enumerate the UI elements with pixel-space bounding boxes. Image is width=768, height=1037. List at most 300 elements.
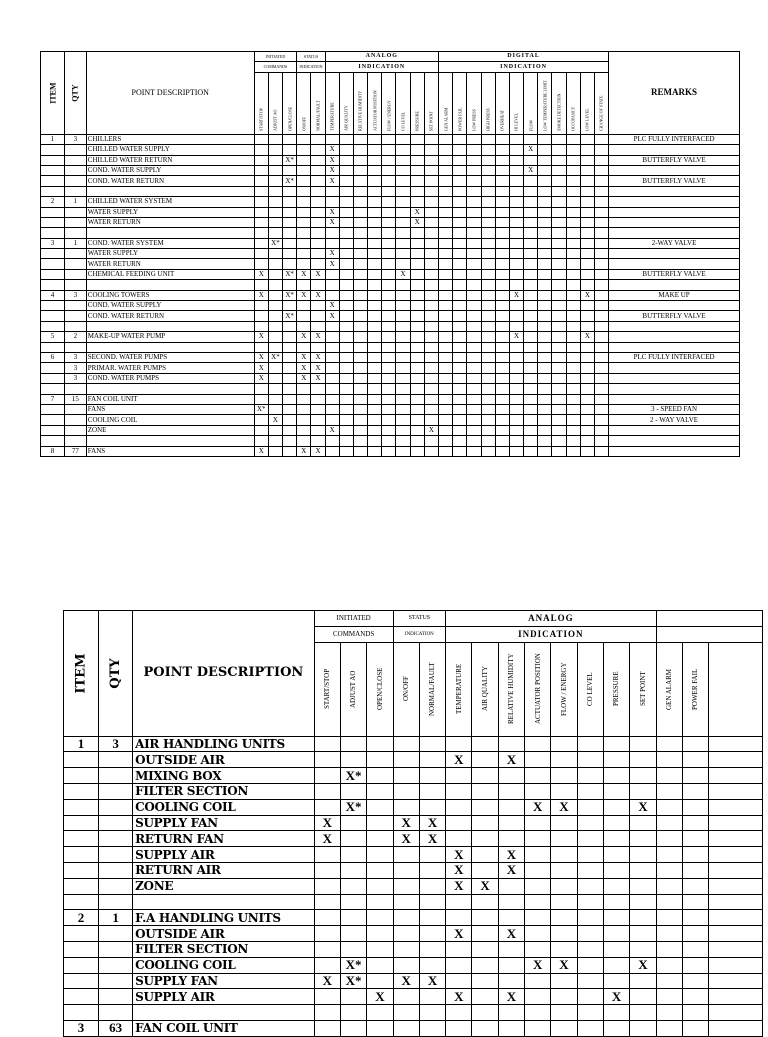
remarks-cell [709,831,763,847]
mark-cell [340,878,366,894]
mark-cell: X [311,290,325,300]
mark-cell [367,815,393,831]
mark-cell [419,926,445,942]
mark-cell [525,878,551,894]
mark-cell: X [472,878,498,894]
mark-cell [682,1020,708,1036]
mark-cell [446,831,472,847]
mark-cell [419,910,445,926]
remarks-cell [709,941,763,957]
table-row [64,736,763,752]
status-indication-header: INDICATION [297,62,325,72]
remarks-cell [709,799,763,815]
mark-cell [393,847,419,863]
mark-cell [682,894,708,910]
remarks-cell: 2 - WAY VALVE [609,415,740,425]
qty-cell: 77 [64,446,86,456]
mark-cell [393,1005,419,1021]
mark-cell [340,847,366,863]
mark-cell: X* [254,404,268,414]
mark-cell [656,910,682,926]
qty-cell [99,973,133,989]
mark-cell [603,973,629,989]
mark-cell [367,910,393,926]
mark-cell [446,736,472,752]
mark-cell [367,878,393,894]
mark-cell: X [254,290,268,300]
qty-cell: 3 [64,373,86,383]
qty-cell [99,768,133,784]
mark-cell: X [297,290,311,300]
mark-cell: X [396,269,410,279]
mark-cell: X [509,290,523,300]
mark-cell [603,862,629,878]
mark-cell: X [551,799,577,815]
mark-cell [314,926,340,942]
mark-cell [393,862,419,878]
column-header-gen-alarm: GEN ALARM [439,72,453,134]
mark-cell [630,736,656,752]
mark-cell: X [446,847,472,863]
mark-cell: X [297,269,311,279]
mark-cell [656,957,682,973]
description-cell: SUPPLY AIR [133,989,315,1005]
qty-cell: 1 [99,910,133,926]
remarks-cell [709,926,763,942]
description-cell: CHEMICAL FEEDING UNIT [86,269,254,279]
mark-cell [314,862,340,878]
mark-cell [551,941,577,957]
description-cell: WATER RETURN [86,259,254,269]
description-cell: CHILLED WATER RETURN [86,155,254,165]
description-cell: COOLING TOWERS [86,290,254,300]
mark-cell [577,752,603,768]
mark-cell [630,768,656,784]
mark-cell: X [419,831,445,847]
mark-cell [393,926,419,942]
mark-cell [656,989,682,1005]
mark-cell: X [297,352,311,362]
mark-cell [498,957,524,973]
mark-cell: X [254,352,268,362]
mark-cell [630,1020,656,1036]
mark-cell: X [325,155,339,165]
column-header-normal-fault: NORMAL/FAULT [311,72,325,134]
mark-cell [472,847,498,863]
mark-cell [682,799,708,815]
mark-cell: X [325,425,339,435]
description-cell: FILTER SECTION [133,941,315,957]
mark-cell: X [325,217,339,227]
mark-cell: X [325,176,339,186]
remarks-cell: 3 - SPEED FAN [609,404,740,414]
item-cell: 4 [41,290,65,300]
mark-cell [393,941,419,957]
description-cell: SUPPLY FAN [133,815,315,831]
remarks-cell: BUTTERFLY VALVE [609,269,740,279]
mark-cell [340,941,366,957]
mark-cell: X [325,165,339,175]
mark-cell [630,783,656,799]
mark-cell [393,878,419,894]
mark-cell [472,941,498,957]
mark-cell [340,989,366,1005]
mark-cell [682,831,708,847]
mark-cell [340,783,366,799]
mark-cell [682,989,708,1005]
mark-cell [603,783,629,799]
mark-cell [446,799,472,815]
qty-cell: 3 [64,352,86,362]
mark-cell [446,783,472,799]
mark-cell: X [498,752,524,768]
mark-cell [446,1020,472,1036]
mark-cell [314,941,340,957]
mark-cell: X* [340,768,366,784]
mark-cell [577,989,603,1005]
mark-cell: X [419,815,445,831]
mark-cell [682,768,708,784]
mark-cell [314,768,340,784]
mark-cell [551,926,577,942]
column-header-pressure: PRESSURE [603,642,629,736]
mark-cell: X* [268,238,282,248]
mark-cell [525,736,551,752]
mark-cell [314,783,340,799]
mark-cell [551,831,577,847]
qty-header: QTY [64,52,86,135]
mark-cell [551,815,577,831]
mark-cell [682,862,708,878]
mark-cell: X [325,249,339,259]
column-header-change-of-state: CHANGE OF STATE [594,72,608,134]
mark-cell [367,831,393,847]
status-indication-header: INDICATION [393,626,446,642]
qty-cell: 3 [99,736,133,752]
mark-cell [498,894,524,910]
mark-cell [393,957,419,973]
column-header-overheat: OVERHEAT [495,72,509,134]
mark-cell [367,752,393,768]
column-header-power-fail: POWER FAIL [682,642,708,736]
mark-cell: X [325,301,339,311]
mark-cell [472,799,498,815]
mark-cell [656,815,682,831]
mark-cell [367,783,393,799]
status-header: STATUS [393,611,446,627]
mark-cell [577,815,603,831]
mark-cell: X* [283,311,297,321]
item-cell [64,799,99,815]
remarks-cell [709,894,763,910]
mark-cell [472,1005,498,1021]
qty-cell [99,926,133,942]
mark-cell [472,783,498,799]
mark-cell: X [254,446,268,456]
mark-cell [525,910,551,926]
mark-cell [551,1005,577,1021]
mark-cell [551,910,577,926]
mark-cell [603,815,629,831]
remarks-cell: BUTTERFLY VALVE [609,311,740,321]
mark-cell [551,783,577,799]
mark-cell [656,894,682,910]
mark-cell [525,973,551,989]
mark-cell [656,831,682,847]
description-cell: COOLING COIL [133,799,315,815]
table-row [64,815,763,831]
mark-cell [340,926,366,942]
mark-cell [525,1020,551,1036]
mark-cell: X [446,752,472,768]
mark-cell [314,957,340,973]
mark-cell [682,815,708,831]
mark-cell: X [419,973,445,989]
description-cell: CHILLED WATER SUPPLY [86,145,254,155]
mark-cell [630,815,656,831]
column-header-normal-fault: NORMAL/FAULT [419,642,445,736]
mark-cell [419,862,445,878]
column-header-pressure: PRESSURE [410,72,424,134]
mark-cell: X [311,446,325,456]
mark-cell: X [410,217,424,227]
qty-cell: 3 [64,134,86,144]
item-cell [64,1005,99,1021]
mark-cell [577,799,603,815]
mark-cell [393,768,419,784]
mark-cell [419,799,445,815]
item-cell [64,831,99,847]
mark-cell [446,815,472,831]
column-header-on-off: ON/OFF [297,72,311,134]
mark-cell [525,783,551,799]
mark-cell [577,973,603,989]
column-header-start-stop: START/STOP [314,642,340,736]
mark-cell [577,847,603,863]
mark-cell [656,1020,682,1036]
table-row [64,910,763,926]
item-cell: 1 [41,134,65,144]
mark-cell [367,847,393,863]
column-header-actuator-position: ACTUATOR POSITION [368,72,382,134]
mark-cell [630,878,656,894]
mark-cell [577,878,603,894]
mark-cell [472,831,498,847]
column-header-adjust-ao: ADJUST AO [340,642,366,736]
table-row [64,1005,763,1021]
column-header-low-temperature-limit: LOW TEMPERATURE LIMIT [538,72,552,134]
description-cell: CHILLERS [86,134,254,144]
mark-cell: X [254,363,268,373]
item-cell: 7 [41,394,65,404]
mark-cell: X [325,311,339,321]
mark-cell [446,941,472,957]
mark-cell [340,862,366,878]
mark-cell [551,1020,577,1036]
mark-cell [525,768,551,784]
mark-cell [393,989,419,1005]
description-cell: FANS [86,446,254,456]
remarks-cell: PLC FULLY INTERFACED [609,352,740,362]
remarks-cell [709,910,763,926]
qty-header: QTY [99,611,133,737]
mark-cell [498,878,524,894]
mark-cell [682,941,708,957]
mark-cell [551,847,577,863]
column-header-air-quality: AIR QUALITY [472,642,498,736]
mark-cell: X [446,989,472,1005]
mark-cell [603,1020,629,1036]
remarks-cell [709,973,763,989]
column-header-open-close: OPEN/CLOSE [283,72,297,134]
mark-cell [314,989,340,1005]
mark-cell [472,1020,498,1036]
description-cell: COND. WATER SYSTEM [86,238,254,248]
mark-cell [446,894,472,910]
table-row [64,831,763,847]
mark-cell [551,894,577,910]
table-row [64,783,763,799]
mark-cell [367,957,393,973]
mark-cell: X [498,847,524,863]
mark-cell [498,1020,524,1036]
mark-cell [314,752,340,768]
digital-header-partial [656,611,762,627]
table-row [64,894,763,910]
description-cell: COND. WATER SUPPLY [86,165,254,175]
description-cell: FAN COIL UNIT [133,1020,315,1036]
item-cell [64,973,99,989]
item-cell: 6 [41,352,65,362]
table-row [64,989,763,1005]
mark-cell [577,768,603,784]
mark-cell [682,847,708,863]
mark-cell [393,736,419,752]
mark-cell: X [314,831,340,847]
mark-cell: X [393,973,419,989]
column-header-start-stop: START/STOP [254,72,268,134]
description-cell: WATER RETURN [86,217,254,227]
mark-cell [603,752,629,768]
mark-cell: X [580,332,594,342]
item-cell: 2 [41,197,65,207]
remarks-cell [709,736,763,752]
description-cell: RETURN FAN [133,831,315,847]
mark-cell [525,815,551,831]
remarks-cell [709,768,763,784]
qty-cell [99,957,133,973]
point-description-header: POINT DESCRIPTION [133,611,315,737]
mark-cell [446,910,472,926]
item-cell [64,926,99,942]
mark-cell [577,894,603,910]
item-cell [64,878,99,894]
remarks-cell [709,862,763,878]
mark-cell: X [254,269,268,279]
mark-cell [630,847,656,863]
mark-cell [472,894,498,910]
description-cell: AIR HANDLING UNITS [133,736,315,752]
table-row [64,862,763,878]
description-cell: RETURN AIR [133,862,315,878]
column-header-open-close: OPEN/CLOSE [367,642,393,736]
mark-cell: X [254,332,268,342]
item-cell [64,989,99,1005]
mark-cell [498,910,524,926]
mark-cell [393,799,419,815]
remarks-header: REMARKS [609,52,740,135]
qty-cell: 3 [64,290,86,300]
mark-cell: X* [340,799,366,815]
mark-cell [525,941,551,957]
mark-cell [340,752,366,768]
mark-cell [630,941,656,957]
qty-cell [99,752,133,768]
mark-cell [603,926,629,942]
qty-cell [99,831,133,847]
description-cell: OUTSIDE AIR [133,926,315,942]
mark-cell: X [311,352,325,362]
mark-cell [551,989,577,1005]
mark-cell [630,1005,656,1021]
mark-cell [577,941,603,957]
mark-cell [682,910,708,926]
mark-cell [314,736,340,752]
mark-cell [551,862,577,878]
mark-cell: X [630,799,656,815]
mark-cell [340,831,366,847]
column-header-power-fail: POWER FAIL [453,72,467,134]
item-cell: 1 [64,736,99,752]
mark-cell [551,736,577,752]
table-row [64,973,763,989]
mark-cell [577,1005,603,1021]
mark-cell: X* [340,957,366,973]
mark-cell: X [446,862,472,878]
status-header: STATUS [297,52,325,62]
mark-cell: X* [283,176,297,186]
mark-cell [577,831,603,847]
mark-cell [577,862,603,878]
column-header-relative-humidity: RELATIVE HUMIDITY [353,72,367,134]
mark-cell [656,862,682,878]
table-row [64,878,763,894]
mark-cell [630,862,656,878]
remarks-cell: BUTTERFLY VALVE [609,176,740,186]
mark-cell: X [424,425,438,435]
item-cell [64,768,99,784]
description-cell: COND. WATER SUPPLY [86,301,254,311]
mark-cell [498,736,524,752]
description-cell: SUPPLY FAN [133,973,315,989]
item-cell: 2 [64,910,99,926]
mark-cell: X [314,973,340,989]
mark-cell: X [525,957,551,973]
mark-cell [577,910,603,926]
mark-cell [551,878,577,894]
mark-cell [630,910,656,926]
mark-cell [603,847,629,863]
remarks-cell [709,847,763,863]
item-cell: 3 [41,238,65,248]
digital-header: DIGITAL [439,52,609,62]
mark-cell: X [446,878,472,894]
mark-cell [340,736,366,752]
table-row [64,847,763,863]
analog-header: ANALOG [446,611,656,627]
mark-cell [577,736,603,752]
item-cell [64,815,99,831]
